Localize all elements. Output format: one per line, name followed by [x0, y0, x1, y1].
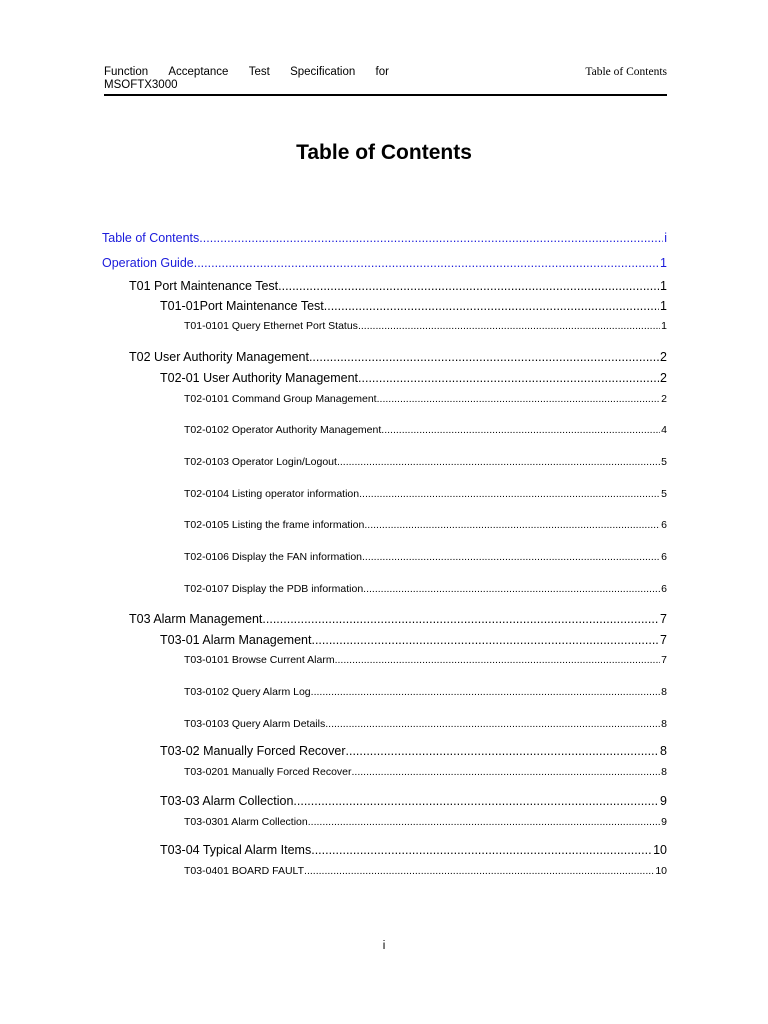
page-title: Table of Contents: [296, 141, 472, 164]
toc-entry-label: T02-0103 Operator Login/Logout: [184, 456, 337, 468]
leader-dots: [377, 393, 661, 405]
leader-dots: [309, 350, 659, 364]
toc-entry-page: 8: [661, 766, 667, 778]
toc-entry-label: T01-01Port Maintenance Test: [160, 299, 324, 313]
toc-entry-page: 4: [661, 424, 667, 436]
leader-dots: [359, 488, 660, 500]
toc-entry-label: T02-0105 Listing the frame information: [184, 519, 365, 531]
toc-entry-page: 7: [660, 633, 667, 647]
leader-dots: [346, 744, 660, 758]
header-word: Specification: [290, 66, 356, 78]
leader-dots: [293, 794, 659, 808]
toc-entry-label: T02-0104 Listing operator information: [184, 488, 360, 500]
toc-entry-t03-0401[interactable]: [184, 865, 667, 877]
toc-entry-t02-0104[interactable]: [184, 488, 667, 500]
toc-entry-page: 9: [660, 794, 667, 808]
toc-entry-t02-01[interactable]: [160, 371, 667, 385]
toc-entry-page: 8: [661, 686, 667, 698]
toc-entry-t02[interactable]: [129, 350, 667, 364]
toc-entry-label: T03 Alarm Management: [129, 612, 263, 626]
leader-dots: [362, 551, 660, 563]
toc-entry-page: 1: [660, 299, 667, 313]
toc-entry-page: 2: [660, 350, 667, 364]
toc-entry-label: T03-04 Typical Alarm Items: [160, 843, 312, 857]
leader-dots: [325, 718, 660, 730]
toc-entry-t02-0102[interactable]: [184, 424, 667, 436]
toc-entry-page: 6: [661, 519, 667, 531]
toc-entry-page: 5: [661, 456, 667, 468]
toc-entry-t03-0101[interactable]: [184, 654, 667, 666]
toc-entry-t03-04[interactable]: [160, 843, 667, 857]
toc-entry-label: T03-03 Alarm Collection: [160, 794, 294, 808]
toc-entry-page: 7: [660, 612, 667, 626]
toc-entry-page: 8: [660, 744, 667, 758]
leader-dots: [194, 256, 659, 270]
toc-entry-t03-0103[interactable]: [184, 718, 667, 730]
leader-dots: [311, 633, 659, 647]
toc-entry-page: 1: [660, 256, 667, 270]
toc-entry-label: T01 Port Maintenance Test: [129, 279, 279, 293]
leader-dots: [363, 583, 660, 595]
toc-entry-t01-01[interactable]: [160, 299, 667, 313]
toc-entry-page: 1: [660, 279, 667, 293]
toc-entry-t01-0101[interactable]: [184, 320, 667, 332]
toc-entry-t03-0201[interactable]: [184, 766, 667, 778]
toc-entry-page: 6: [661, 583, 667, 595]
toc-entry-label: T03-0301 Alarm Collection: [184, 816, 308, 828]
toc-entry-label: T02-0107 Display the PDB information: [184, 583, 364, 595]
toc-entry-label: T03-01 Alarm Management: [160, 633, 312, 647]
toc-entry-t03-03[interactable]: [160, 794, 667, 808]
toc-entry-t03[interactable]: [129, 612, 667, 626]
header-word: for: [375, 66, 389, 78]
leader-dots: [324, 299, 659, 313]
toc-entry-t03-0301[interactable]: [184, 816, 667, 828]
toc-entry-label: T02-01 User Authority Management: [160, 371, 359, 385]
toc-entry-table-of-contents[interactable]: [102, 231, 667, 245]
toc-entry-t02-0103[interactable]: [184, 456, 667, 468]
leader-dots: [278, 279, 659, 293]
leader-dots: [308, 816, 660, 828]
page-number: i: [382, 940, 386, 952]
leader-dots: [358, 320, 660, 332]
leader-dots: [358, 371, 659, 385]
toc-entry-page: 10: [653, 843, 667, 857]
leader-dots: [335, 654, 661, 666]
leader-dots: [311, 686, 661, 698]
toc-entry-t03-02[interactable]: [160, 744, 667, 758]
leader-dots: [337, 456, 660, 468]
toc-entry-page: 10: [655, 865, 667, 877]
toc-entry-label: T03-0201 Manually Forced Recover: [184, 766, 352, 778]
leader-dots: [262, 612, 659, 626]
leader-dots: [199, 231, 663, 245]
header-line-2: MSOFTX3000: [104, 79, 178, 91]
toc-entry-page: 9: [661, 816, 667, 828]
header-word: Function: [104, 66, 149, 78]
leader-dots: [352, 766, 661, 778]
header-line-1: [104, 66, 389, 79]
toc-entry-page: 2: [661, 393, 667, 405]
toc-entry-label: T03-0103 Query Alarm Details: [184, 718, 326, 730]
toc-entry-label: T01-0101 Query Ethernet Port Status: [184, 320, 358, 332]
leader-dots: [304, 865, 654, 877]
toc-entry-label: T02-0106 Display the FAN information: [184, 551, 363, 563]
toc-entry-page: 5: [661, 488, 667, 500]
toc-entry-t02-0101[interactable]: [184, 393, 667, 405]
leader-dots: [381, 424, 660, 436]
toc-entry-label: T02-0102 Operator Authority Management: [184, 424, 382, 436]
toc-entry-t03-01[interactable]: [160, 633, 667, 647]
toc-entry-t02-0105[interactable]: [184, 519, 667, 531]
page-header: [104, 66, 667, 96]
header-word: Test: [248, 66, 270, 78]
header-word: Acceptance: [168, 66, 229, 78]
toc-entry-label: T03-0401 BOARD FAULT: [184, 865, 305, 877]
toc-entry-page: 2: [660, 371, 667, 385]
toc-entry-label: T03-02 Manually Forced Recover: [160, 744, 346, 758]
toc-entry-label: T02 User Authority Management: [129, 350, 309, 364]
header-section-name: Table of Contents: [585, 66, 667, 78]
toc-entry-t02-0106[interactable]: [184, 551, 667, 563]
toc-entry-label: T03-0102 Query Alarm Log: [184, 686, 311, 698]
toc-entry-page: i: [664, 231, 667, 245]
toc-entry-t03-0102[interactable]: [184, 686, 667, 698]
toc-entry-label: Table of Contents: [102, 231, 200, 245]
toc-entry-page: 6: [661, 551, 667, 563]
toc-entry-label: Operation Guide: [102, 256, 194, 270]
toc-entry-t02-0107[interactable]: [184, 583, 667, 595]
leader-dots: [364, 519, 660, 531]
toc-entry-page: 7: [661, 654, 667, 666]
toc-entry-label: T02-0101 Command Group Management: [184, 393, 377, 405]
toc-entry-page: 8: [661, 718, 667, 730]
toc-entry-label: T03-0101 Browse Current Alarm: [184, 654, 335, 666]
toc-entry-operation-guide[interactable]: [102, 256, 667, 270]
toc-entry-page: 1: [661, 320, 667, 332]
toc-entry-t01[interactable]: [129, 279, 667, 293]
header-document-name: [104, 66, 389, 92]
leader-dots: [311, 843, 652, 857]
